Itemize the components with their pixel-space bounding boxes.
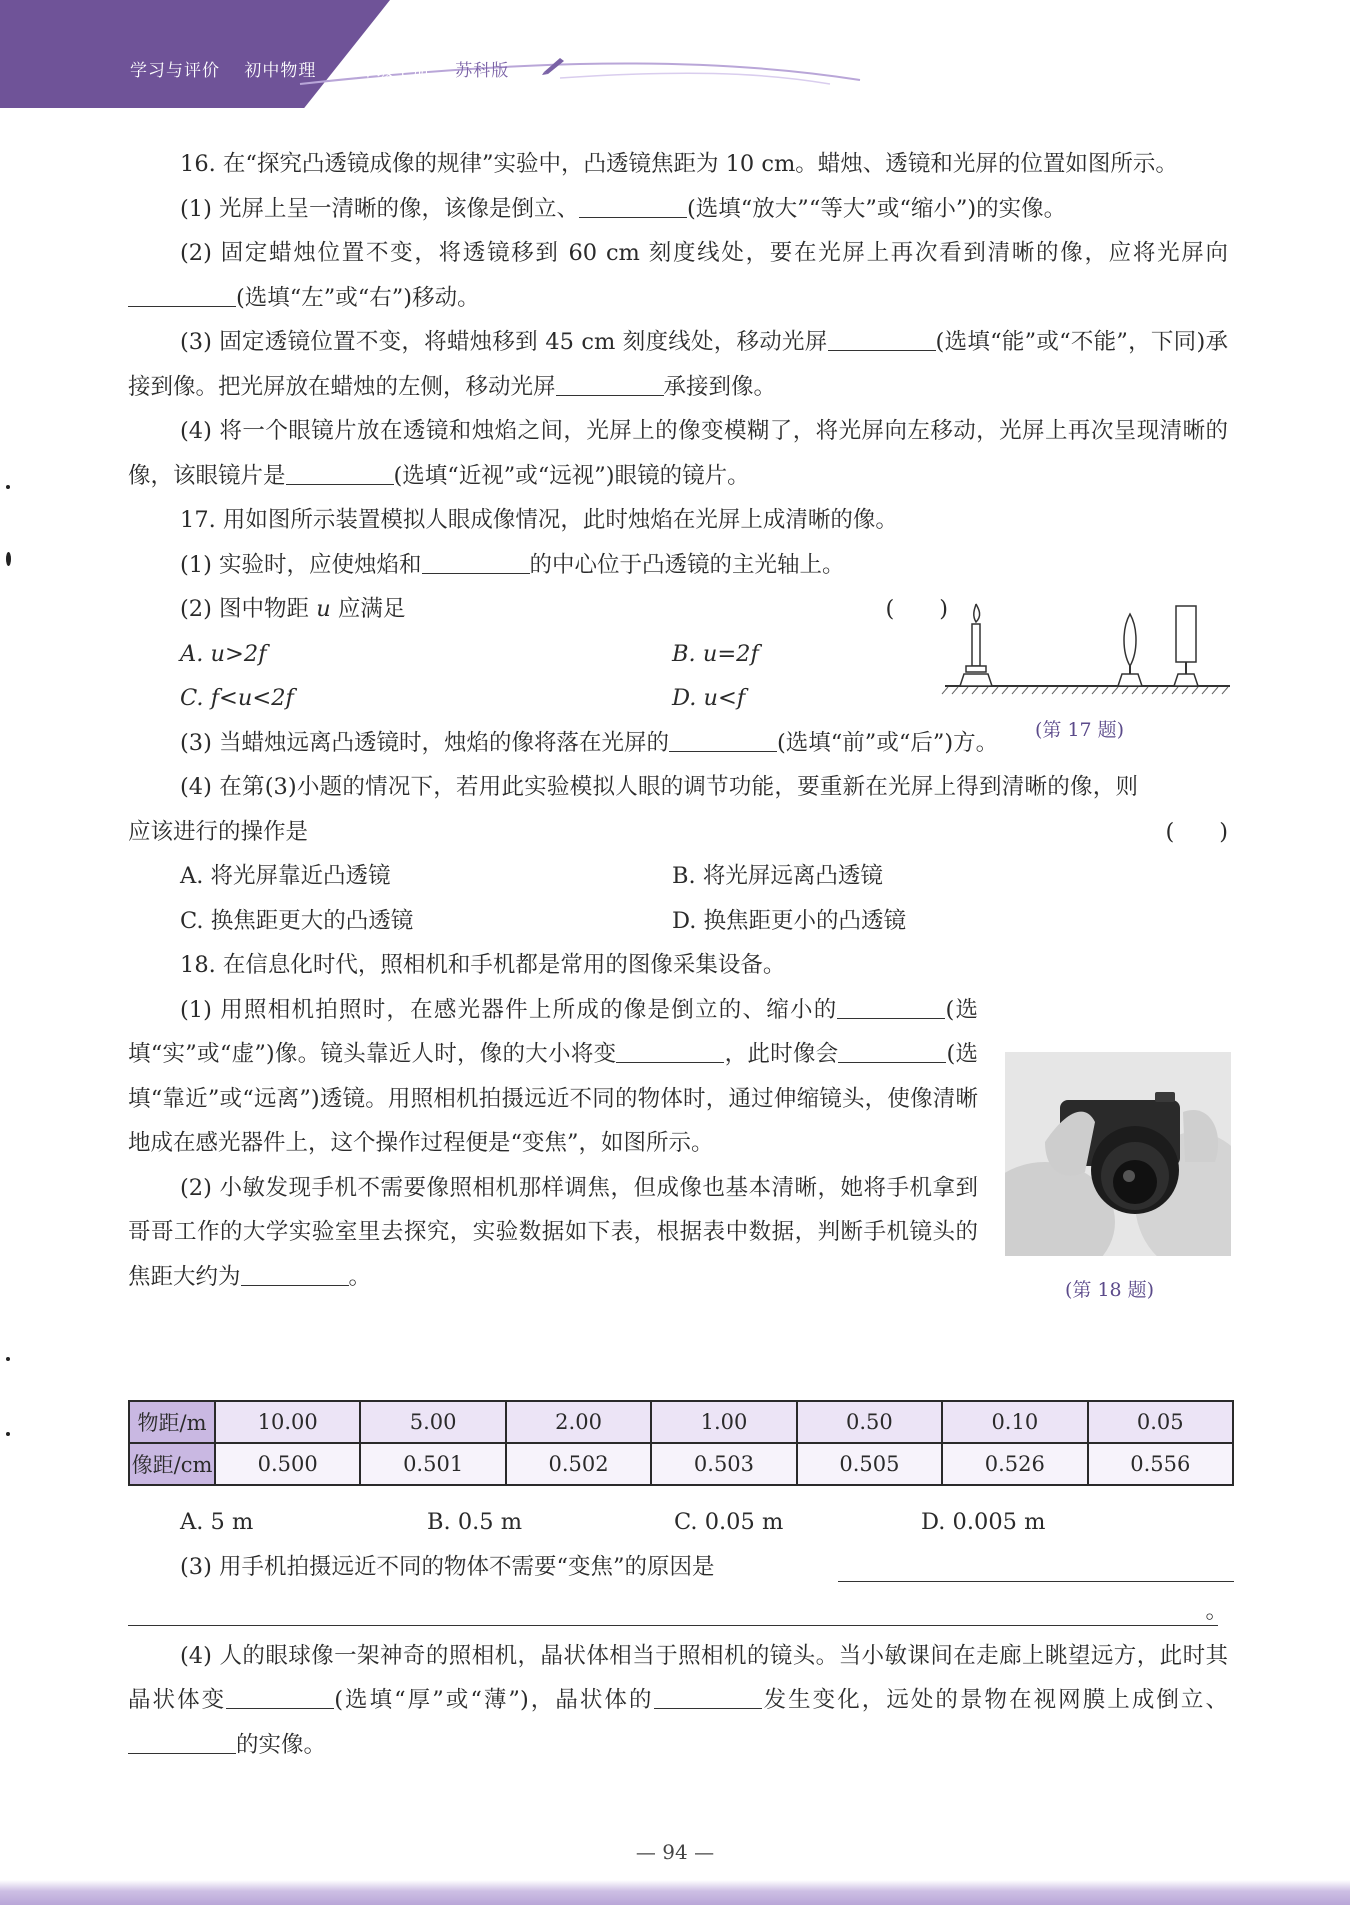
option-b[interactable]: B. 0.5 m [427, 1509, 523, 1535]
table-header-image-distance: 像距/cm [129, 1443, 215, 1485]
table-cell: 1.00 [651, 1401, 796, 1443]
q18-part3: (3) 用手机拍摄远近不同的物体不需要“变焦”的原因是 [180, 1553, 715, 1580]
choice-paren[interactable]: ( ) [1165, 818, 1228, 845]
answer-blank[interactable] [654, 1683, 762, 1709]
header-grade: 八年级上册 [340, 61, 431, 81]
header-breadcrumb [130, 56, 515, 81]
q18-continued [128, 1500, 1228, 1767]
header-subject: 初中物理 [244, 61, 317, 81]
q16-part3: (3) 固定透镜位置不变，将蜡烛移到 45 cm 刻度线处，移动光屏 (选填“能”或“不能”，下同)承接到像。把光屏放在蜡烛的左侧，移动光屏 承接到像。 [128, 320, 1228, 409]
header-edition: 苏科版 [455, 61, 510, 81]
q18-options [128, 1500, 1228, 1545]
screen-icon [1174, 606, 1198, 686]
table-cell: 2.00 [506, 1401, 651, 1443]
scan-mark [6, 1357, 10, 1361]
q18-part1: (1) 用照相机拍照时，在感光器件上所成的像是倒立的、缩小的 (选填“实”或“虚”)像。镜头靠近人时，像的大小将变 ，此时像会 (选填“靠近”或“远离”)透镜。用照相机拍摄远近不同的物体时，通过伸缩镜头，使像清晰地成在感光器件上，这个操作过程便是“变焦”，如图所示。 [128, 988, 978, 1166]
scan-mark [6, 1432, 10, 1436]
lens-icon [1118, 614, 1142, 686]
option-a[interactable]: A. 5 m [180, 1509, 254, 1535]
option-c[interactable]: C. 换焦距更大的凸透镜 [180, 907, 414, 934]
q17-part4-options-row1 [128, 854, 1228, 899]
table-cell: 5.00 [360, 1401, 505, 1443]
q18-part3-end: 。 [1205, 1598, 1228, 1624]
q17-stem: 17. 用如图所示装置模拟人眼成像情况，此时烛焰在光屏上成清晰的像。 [180, 507, 898, 533]
option-a[interactable]: A. 将光屏靠近凸透镜 [180, 863, 391, 889]
q17-part2: (2) 图中物距 u 应满足 ( ) [128, 587, 978, 632]
answer-blank[interactable] [556, 370, 664, 396]
table-cell: 0.05 [1088, 1401, 1233, 1443]
choice-paren[interactable]: ( ) [885, 596, 948, 622]
answer-blank[interactable] [828, 325, 936, 351]
footer-band [0, 1880, 1350, 1905]
data-table [128, 1400, 1234, 1486]
q17-part3: (3) 当蜡烛远离凸透镜时，烛焰的像将落在光屏的 (选填“前”或“后”)方。 [128, 721, 1228, 766]
scan-mark [6, 552, 11, 566]
table-cell: 0.50 [797, 1401, 942, 1443]
answer-blank[interactable] [838, 1037, 946, 1063]
pen-icon [540, 54, 568, 76]
page-number: — 94 — [635, 1840, 715, 1864]
q18-part2: (2) 小敏发现手机不需要像照相机那样调焦，但成像也基本清晰，她将手机拿到哥哥工作的大学实验室里去探究，实验数据如下表，根据表中数据，判断手机镜头的焦距大约为 。 [128, 1174, 978, 1290]
header-series: 学习与评价 [130, 61, 220, 81]
option-d[interactable]: D. 0.005 m [921, 1509, 1046, 1535]
option-d[interactable]: D. u<f [672, 685, 746, 711]
header-swoosh [0, 0, 1350, 110]
q16-stem: 16. 在“探究凸透镜成像的规律”实验中，凸透镜焦距为 10 cm。蜡烛、透镜和光屏的位置如图所示。 [180, 151, 1178, 177]
answer-blank[interactable] [226, 1683, 334, 1709]
table-cell: 0.502 [506, 1443, 651, 1485]
answer-blank[interactable] [422, 548, 530, 574]
q16-part1: (1) 光屏上呈一清晰的像，该像是倒立、 (选填“放大”“等大”或“缩小”)的实像。 [128, 187, 1228, 232]
option-d[interactable]: D. 换焦距更小的凸透镜 [672, 907, 907, 934]
answer-blank[interactable] [128, 281, 236, 307]
table-row [129, 1401, 1233, 1443]
table-header-object-distance: 物距/m [129, 1401, 215, 1443]
table-cell: 0.505 [797, 1443, 942, 1485]
option-c[interactable]: C. 0.05 m [674, 1509, 784, 1535]
answer-line[interactable] [128, 1625, 1218, 1626]
q16-part2: (2) 固定蜡烛位置不变，将透镜移到 60 cm 刻度线处，要在光屏上再次看到清晰的像，应将光屏向(选填“左”或“右”)移动。 [128, 231, 1228, 320]
option-c[interactable]: C. f<u<2f [180, 685, 294, 711]
q16-part4: (4) 将一个眼镜片放在透镜和烛焰之间，光屏上的像变模糊了，将光屏向左移动，光屏上再次呈现清晰的像，该眼镜片是 (选填“近视”或“远视”)眼镜的镜片。 [128, 418, 1228, 489]
answer-blank[interactable] [837, 993, 945, 1019]
table-cell: 0.501 [360, 1443, 505, 1485]
answer-blank[interactable] [241, 1260, 349, 1286]
q17-part1: (1) 实验时，应使烛焰和 的中心位于凸透镜的主光轴上。 [128, 543, 978, 588]
q17-part4: (4) 在第(3)小题的情况下，若用此实验模拟人眼的调节功能，要重新在光屏上得到清晰的像，则应该进行的操作是 ( ) [128, 765, 1228, 854]
answer-blank[interactable] [579, 192, 687, 218]
answer-blank[interactable] [128, 1728, 236, 1754]
figure-18-caption: (第 18 题) [1065, 1279, 1155, 1301]
answer-line[interactable] [838, 1581, 1234, 1582]
option-a[interactable]: A. u>2f [180, 640, 267, 667]
option-b[interactable]: B. u=2f [672, 640, 759, 667]
answer-blank[interactable] [669, 726, 777, 752]
table-cell: 0.10 [942, 1401, 1087, 1443]
option-b[interactable]: B. 将光屏远离凸透镜 [672, 863, 883, 889]
table-cell: 10.00 [215, 1401, 360, 1443]
answer-blank[interactable] [616, 1037, 724, 1063]
q18-stem: 18. 在信息化时代，照相机和手机都是常用的图像采集设备。 [180, 952, 786, 978]
answer-blank[interactable] [286, 459, 394, 485]
q18-part4: (4) 人的眼球像一架神奇的照相机，晶状体相当于照相机的镜头。当小敏课间在走廊上眺望远方，此时其晶状体变 (选填“厚”或“薄”)，晶状体的 发生变化，远处的景物在视网膜上成倒立、的实像。 [128, 1642, 1228, 1758]
table-row [129, 1443, 1233, 1485]
candle-icon [960, 604, 992, 686]
scan-mark [6, 485, 10, 489]
table-cell: 0.503 [651, 1443, 796, 1485]
camera-photo [1005, 1052, 1231, 1256]
table-cell: 0.500 [215, 1443, 360, 1485]
figure-17-caption: (第 17 题) [1035, 719, 1125, 741]
table-cell: 0.526 [942, 1443, 1087, 1485]
q17-part4-options-row2 [128, 899, 1228, 944]
table-cell: 0.556 [1088, 1443, 1233, 1485]
